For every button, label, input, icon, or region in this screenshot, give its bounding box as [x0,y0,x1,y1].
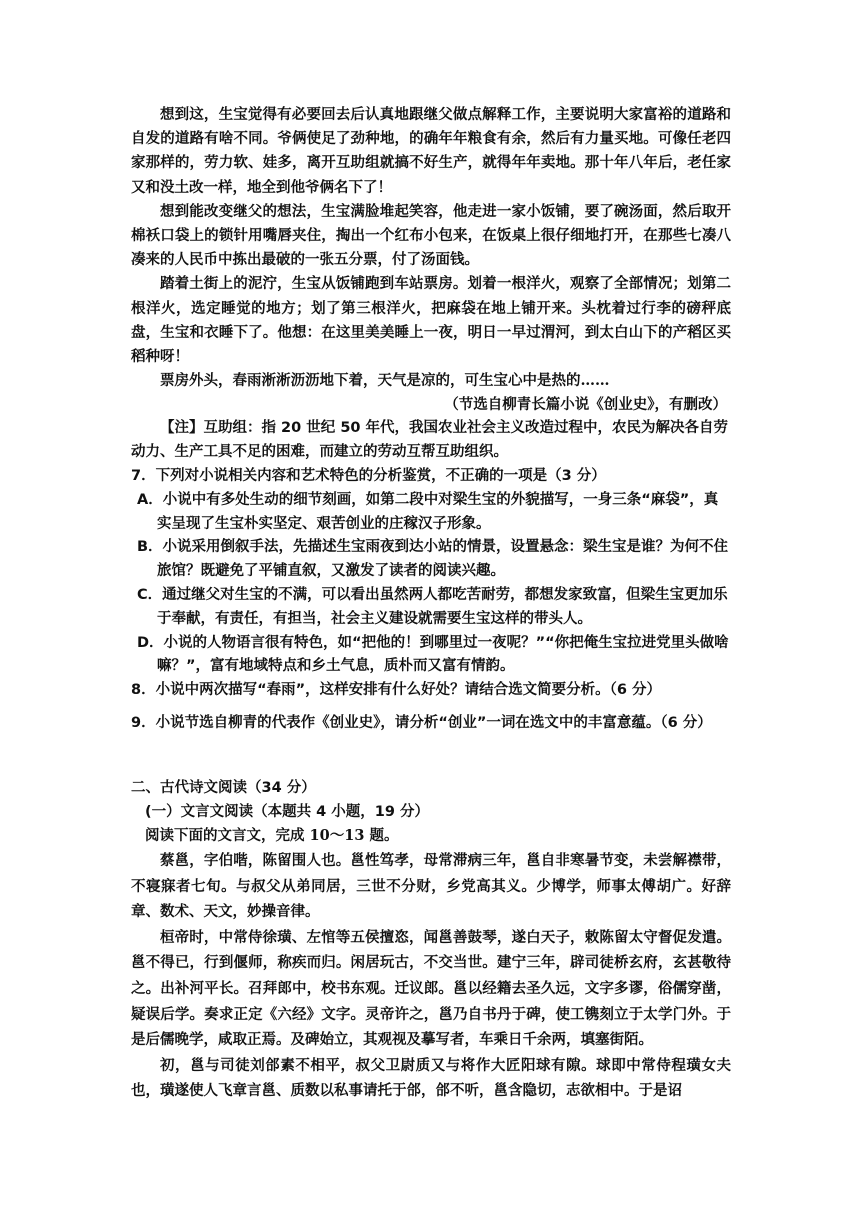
question-8: 8．小说中两次描写“春雨”，这样安排有什么好处？请结合选文简要分析。（6 分） [131,682,662,699]
excerpt-note: 【注】互助组：指 20 世纪 50 年代，我国农业社会主义改造过程中，农民为解决各自劳动力、生产工具不足的困难，而建立的劳动互帮互助组织。 [131,420,729,461]
section-2-subheading: (一）文言文阅读（本题共 4 小题，19 分） [145,804,430,820]
question-7-option-c: C．通过继父对生宝的不满，可以看出虽然两人都吃苦耐劳，都想发家致富，但梁生宝更加乐于奉献，有责任，有担当，社会主义建设就需要生宝这样的带头人。 [137,587,728,627]
novel-paragraph-1: 想到这，生宝觉得有必要回去后认真地跟继父做点解释工作，主要说明大家富裕的道路和自发的道路有啥不同。爷俩使足了劲种地，的确年年粮食有余，然后有力量买地。可像任老四家那样的，劳力软、娃多，离开互助组就搞不好生产，就得年年卖地。那十年八年后，老任家又和没土改一样，地全到他爷俩名下了！ [131,106,731,196]
classical-paragraph-2: 桓帝时，中常侍徐璜、左悺等五侯擅恣，闻邕善鼓琴，遂白天子，敕陈留太守督促发遣。邕不得已，行到偃师，称疾而归。闲居玩古，不交当世。建宁三年，辟司徒桥玄府，玄甚敬待之。出补河平长。召拜郎中，校书东观。迁议郎。邕以经籍去圣久远，文字多谬，俗儒穿凿，疑误后学。奏求正定《六经》文字。灵帝许之，邕乃自书丹于碑，使工镌刻立于太学门外。于是后儒晚学，咸取正焉。及碑始立，其观视及摹写者，车乘日千余两，填塞街陌。 [131,928,731,1049]
section-2-heading: 二、古代诗文阅读（34 分） [131,780,316,796]
section-2-instruction: 阅读下面的文言文，完成 10～13 题。 [145,827,399,844]
classical-paragraph-1: 蔡邕，字伯喈，陈留围人也。邕性笃孝，母常滞病三年，邕自非寒暑节变，未尝解襟带，不寝寐者七旬。与叔父从弟同居，三世不分财，乡党高其义。少博学，师事太傅胡广。好辞章、数术、天文，妙操音律。 [131,852,731,921]
novel-paragraph-3: 踏着土街上的泥泞，生宝从饭铺跑到车站票房。划着一根洋火，观察了全部情况；划第二根洋火，选定睡觉的地方；划了第三根洋火，把麻袋在地上铺开来。头枕着过行李的磅秤底盘，生宝和衣睡下了。他想：在这里美美睡上一夜，明日一早过渭河，到太白山下的产稻区买稻种呀！ [131,275,731,366]
question-7-option-b: B．小说采用倒叙手法，先描述生宝雨夜到达小站的情景，设置悬念：梁生宝是谁？为何不住旅馆？既避免了平铺直叙，又激发了读者的阅读兴趣。 [137,539,729,580]
novel-paragraph-2: 想到能改变继父的想法，生宝满脸堆起笑容，他走进一家小饭铺，要了碗汤面，然后取开棉袄口袋上的锁针用嘴唇夹住，掏出一个红布小包来，在饭桌上很仔细地打开，在那些七凑八凑来的人民币中拣出最破的一张五分票，付了汤面钱。 [131,202,731,269]
novel-paragraph-4: 票房外头，春雨淅淅沥沥地下着，天气是凉的，可生宝心中是热的…… [160,372,610,390]
question-9-block [131,712,731,736]
classical-section [131,776,731,1104]
classical-paragraph-3: 初，邕与司徒刘郃素不相平，叔父卫尉质又与将作大匠阳球有隙。球即中常侍程璜女夫也，璜遂使人飞章言邕、质数以私事请托于郃，郃不听，邕含隐切，志欲相中。于是诏 [131,1056,731,1100]
novel-excerpt [131,103,731,703]
question-7-option-d: D．小说的人物语言很有特色，如“把他的！到哪里过一夜呢？”“你把俺生宝拉进党里头做啥嘛？”，富有地域特点和乡土气息，质朴而又富有情韵。 [137,634,729,675]
question-7-option-a: A．小说中有多处生动的细节刻画，如第二段中对梁生宝的外貌描写，一身三条“麻袋”，真实呈现了生宝朴实坚定、艰苦创业的庄稼汉子形象。 [137,491,719,532]
excerpt-source: （节选自柳青长篇小说《创业史》，有删改） [444,396,727,414]
question-7-stem: 7．下列对小说相关内容和艺术特色的分析鉴赏，不正确的一项是（3 分） [131,468,606,485]
question-9: 9．小说节选自柳青的代表作《创业史》，请分析“创业”一词在选文中的丰富意蕴。（6 分） [131,715,712,731]
